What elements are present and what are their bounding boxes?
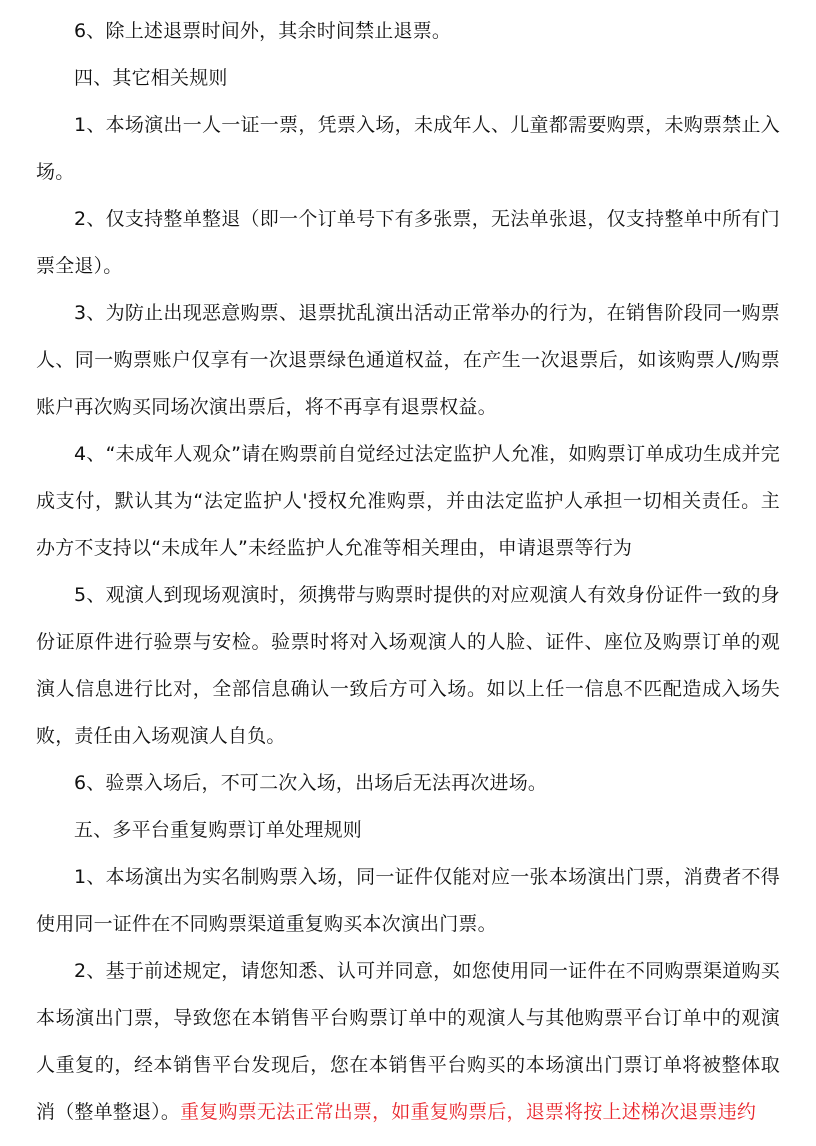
duplicate-warning-highlight: 重复购票无法正常出票，如重复购票后，退票将按上述梯次退票违约: [180, 1101, 757, 1123]
paragraph-refund-time-rule: 6、除上述退票时间外，其余时间禁止退票。: [74, 20, 452, 42]
section-heading-other-rules: 四、其它相关规则: [74, 67, 228, 89]
section-heading-duplicate-orders: 五、多平台重复购票订单处理规则: [74, 819, 363, 841]
paragraph-real-name-ticketing: 1、本场演出为实名制购票入场，同一证件仅能对应一张本场演出门票，消费者不得使用同一证件在不同购票渠道重复购买本次演出门票。: [36, 866, 780, 935]
paragraph-whole-order-refund: 2、仅支持整单整退（即一个订单号下有多张票，无法单张退，仅支持整单中所有门票全退）。: [36, 208, 780, 277]
paragraph-refund-green-channel: 3、为防止出现恶意购票、退票扰乱演出活动正常举办的行为，在销售阶段同一购票人、同一购票账户仅享有一次退票绿色通道权益，在产生一次退票后，如该购票人/购票账户再次购买同场次演出票后，将不再享有退票权益。: [36, 302, 780, 418]
paragraph-duplicate-cancellation: [36, 948, 780, 1136]
duplicate-cancellation-text: 2、基于前述规定，请您知悉、认可并同意，如您使用同一证件在不同购票渠道购买本场演出门票，导致您在本销售平台购票订单中的观演人与其他购票平台订单中的观演人重复的，经本销售平台发现后，您在本销售平台购买的本场演出门票订单将被整体取消（整单整退）。: [36, 960, 780, 1123]
paragraph-one-ticket-per-person: 1、本场演出一人一证一票，凭票入场，未成年人、儿童都需要购票，未购票禁止入场。: [36, 114, 780, 183]
paragraph-no-reentry: 6、验票入场后，不可二次入场，出场后无法再次进场。: [74, 772, 548, 794]
paragraph-minor-audience: 4、“未成年人观众”请在购票前自觉经过法定监护人允准，如购票订单成功生成并完成支付，默认其为“法定监护人'授权允准购票，并由法定监护人承担一切相关责任。主办方不支持以“未成年人”未经监护人允准等相关理由，申请退票等行为: [36, 443, 780, 559]
paragraph-id-verification: 5、观演人到现场观演时，须携带与购票时提供的对应观演人有效身份证件一致的身份证原件进行验票与安检。验票时将对入场观演人的人脸、证件、座位及购票订单的观演人信息进行比对，全部信息确认一致后方可入场。如以上任一信息不匹配造成入场失败，责任由入场观演人自负。: [36, 584, 780, 747]
